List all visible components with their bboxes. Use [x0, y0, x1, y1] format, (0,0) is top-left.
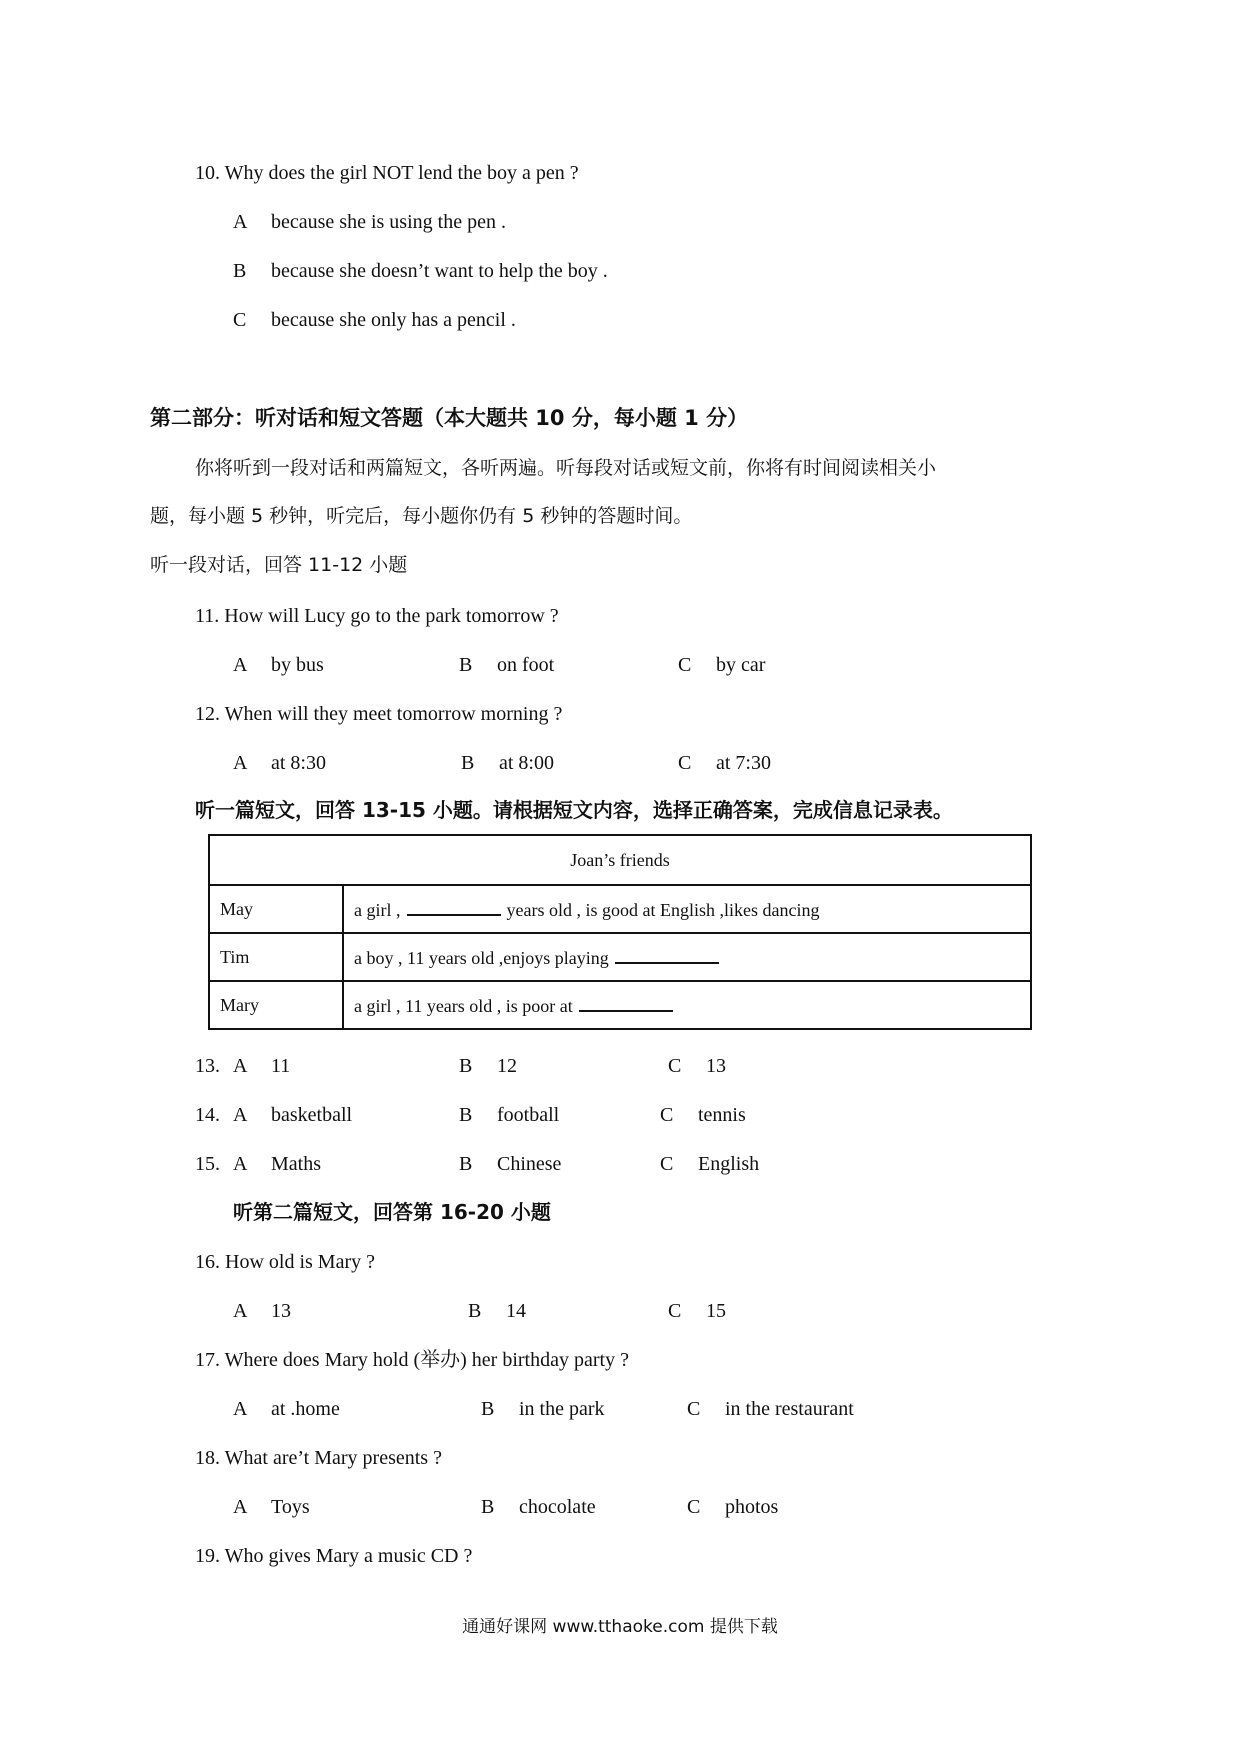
- part2-intro-line2: 题，每小题 5 秒钟，听完后，每小题你仍有 5 秒钟的答题时间。: [150, 505, 693, 527]
- dialog-heading: 听一段对话，回答 11-12 小题: [150, 554, 408, 576]
- q17-option-c: C in the restaurant: [687, 1398, 854, 1420]
- q13-option-c: C 13: [668, 1055, 726, 1077]
- friend-info: a girl , years old , is good at English ,likes dancing: [343, 885, 1031, 933]
- q16-option-a: A 13: [233, 1300, 291, 1322]
- answer-blank: [579, 994, 673, 1012]
- q14-option-c: C tennis: [660, 1104, 746, 1126]
- q12-option-c: C at 7:30: [678, 752, 771, 774]
- table-row: [209, 981, 1031, 1029]
- friend-name: May: [209, 885, 343, 933]
- q12-option-a: A at 8:30: [233, 752, 326, 774]
- question-18: 18. What are’t Mary presents ?: [195, 1447, 442, 1469]
- question-11: 11. How will Lucy go to the park tomorrow ?: [195, 605, 559, 627]
- q18-option-b: B chocolate: [481, 1496, 596, 1518]
- table-title: Joan’s friends: [209, 835, 1031, 885]
- table-row: [209, 933, 1031, 981]
- part2-title: 第二部分：听对话和短文答题（本大题共 10 分，每小题 1 分）: [150, 406, 749, 430]
- question-13: 13. A 11: [195, 1055, 291, 1077]
- q11-option-a: A by bus: [233, 654, 324, 676]
- question-19: 19. Who gives Mary a music CD ?: [195, 1545, 473, 1567]
- q14-option-b: B football: [459, 1104, 560, 1126]
- friend-name: Tim: [209, 933, 343, 981]
- question-12: 12. When will they meet tomorrow morning ?: [195, 703, 563, 725]
- q10-option-c: C because she only has a pencil .: [233, 309, 516, 331]
- table-row: [209, 885, 1031, 933]
- q15-option-c: C English: [660, 1153, 760, 1175]
- q17-option-b: B in the park: [481, 1398, 605, 1420]
- friend-name: Mary: [209, 981, 343, 1029]
- passage1-heading: 听一篇短文，回答 13-15 小题。请根据短文内容，选择正确答案，完成信息记录表。: [195, 798, 953, 822]
- info-record-table: [208, 834, 1032, 1030]
- q11-option-b: B on foot: [459, 654, 555, 676]
- q13-option-b: B 12: [459, 1055, 517, 1077]
- question-17: 17. Where does Mary hold (举办) her birthday party ?: [195, 1349, 629, 1371]
- q15-option-b: B Chinese: [459, 1153, 562, 1175]
- q10-option-b: B because she doesn’t want to help the boy .: [233, 260, 608, 282]
- q10-option-a: A because she is using the pen .: [233, 211, 506, 233]
- page-footer: 通通好课网 www.tthaoke.com 提供下载: [462, 1617, 778, 1637]
- passage2-heading: 听第二篇短文，回答第 16-20 小题: [233, 1200, 551, 1224]
- answer-blank: [615, 946, 719, 964]
- question-16: 16. How old is Mary ?: [195, 1251, 375, 1273]
- q11-option-c: C by car: [678, 654, 766, 676]
- q16-option-c: C 15: [668, 1300, 726, 1322]
- question-15: 15. A Maths: [195, 1153, 321, 1175]
- q18-option-a: A Toys: [233, 1496, 310, 1518]
- q17-option-a: A at .home: [233, 1398, 340, 1420]
- part2-intro-line1: 你将听到一段对话和两篇短文，各听两遍。听每段对话或短文前，你将有时间阅读相关小: [195, 457, 937, 479]
- q16-option-b: B 14: [468, 1300, 526, 1322]
- q12-option-b: B at 8:00: [461, 752, 554, 774]
- question-10: 10. Why does the girl NOT lend the boy a pen ?: [195, 162, 579, 184]
- q18-option-c: C photos: [687, 1496, 779, 1518]
- friend-info: a girl , 11 years old , is poor at: [343, 981, 1031, 1029]
- question-14: 14. A basketball: [195, 1104, 353, 1126]
- friend-info: a boy , 11 years old ,enjoys playing: [343, 933, 1031, 981]
- answer-blank: [407, 898, 501, 916]
